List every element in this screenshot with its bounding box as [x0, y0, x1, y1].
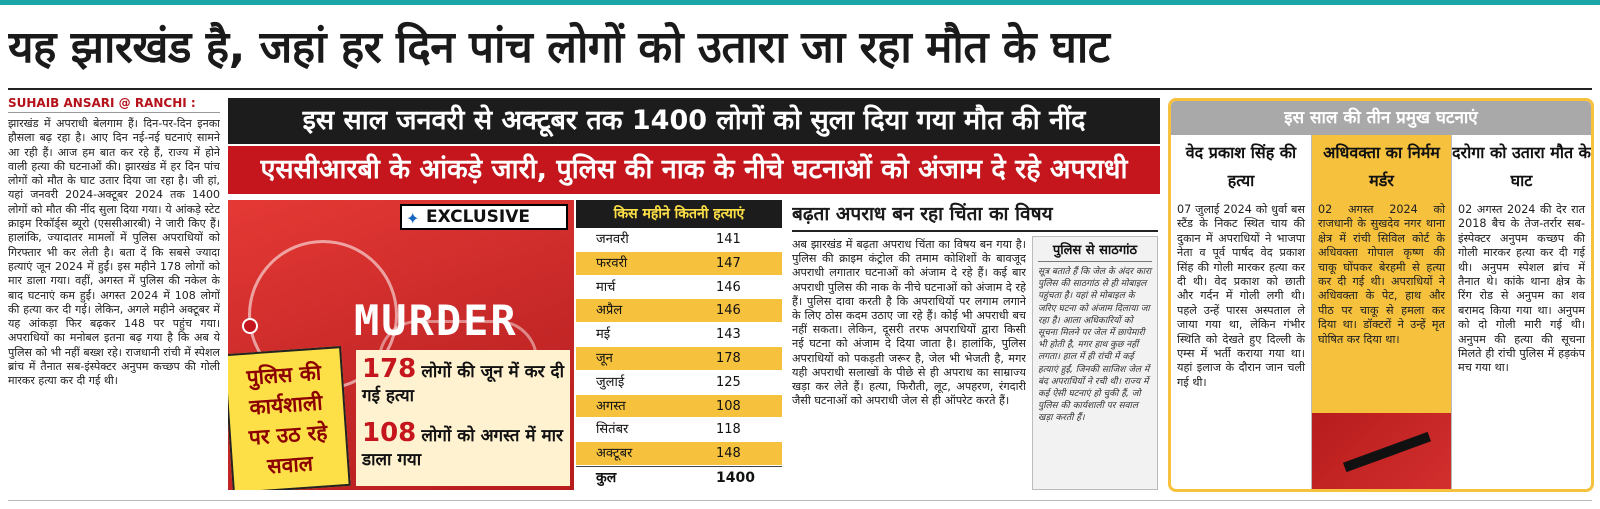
count-cell: 178	[716, 350, 741, 366]
table-row	[576, 299, 782, 323]
banner-top: इस साल जनवरी से अक्टूबर तक 1400 लोगों को सुला दिया गया मौत की नींद	[228, 98, 1160, 144]
count-cell: 108	[716, 398, 741, 414]
top-accent-bar	[0, 0, 1600, 5]
months-table-title: किस महीने कितनी हत्याएं	[576, 200, 782, 228]
mid-article-title: बढ़ता अपराध बन रहा चिंता का विषय	[792, 200, 1158, 232]
month-cell: मार्च	[596, 279, 616, 295]
murder-graphic	[228, 200, 574, 490]
sidebar-box	[1032, 236, 1158, 490]
byline: SUHAIB ANSARI @ RANCHI :	[8, 96, 220, 113]
banner-red: एससीआरबी के आंकड़े जारी, पुलिस की नाक के नीचे घटनाओं को अंजाम दे रहे अपराधी	[228, 146, 1160, 194]
months-table	[576, 200, 782, 490]
sticky-note-text: पुलिस की कार्यशाली पर उठ रहे सवाल	[245, 360, 329, 479]
total-value: 1400	[716, 469, 755, 486]
event-card-advocate	[1311, 135, 1451, 489]
event-card-ved-prakash	[1171, 135, 1311, 489]
stat-august-number: 108	[362, 418, 417, 448]
bottom-divider	[8, 500, 1592, 501]
mid-article	[792, 200, 1158, 492]
globe-icon: ✦	[406, 209, 420, 228]
stat-june-text: लोगों की जून में कर दी गई हत्या	[362, 362, 564, 406]
table-row	[576, 371, 782, 395]
stat-june	[362, 354, 564, 408]
count-cell: 118	[716, 422, 741, 438]
sidebar-box-title: पुलिस से साठगांठ	[1038, 240, 1152, 262]
event-title: अधिवक्ता का निर्मम मर्डर	[1312, 135, 1451, 199]
count-cell: 146	[716, 303, 741, 319]
event-text: 02 अगस्त 2024 को राजधानी के सुखदेव नगर थाना क्षेत्र में रांची सिविल कोर्ट के अधिवक्ता गोपाल कृष्ण की चाकू घोंपकर बेरहमी से हत्या कर दी गई थी। अपराधियों ने अधिवक्ता के पेट, हाथ और पीठ पर चाकू से हमला कर दिया था। डॉक्टरों ने उन्हें मृत घोषित कर दिया था।	[1312, 199, 1451, 413]
table-row	[576, 418, 782, 442]
table-row	[576, 347, 782, 371]
stat-box	[356, 350, 570, 486]
headline-divider	[8, 88, 1592, 90]
table-row	[576, 442, 782, 466]
stat-august	[362, 418, 564, 472]
sticky-note	[228, 346, 351, 490]
mid-article-body: अब झारखंड में बढ़ता अपराध चिंता का विषय बन गया है। पुलिस की क्राइम कंट्रोल की तमाम कोशिशों के बावजूद अपराधी लगातार घटनाओं को अंजाम दे रहे हैं। कई बार अपराधी पुलिस की नाक के नीचे घटनाओं को अंजाम दे रहे हैं। पुलिस दावा करती है कि अपराधियों पर लगाम लगाने के लिए ठोस कदम उठाए जा रहे हैं। कोई भी अपराधी बच नहीं सकता। लेकिन, दूसरी तरफ अपराधियों द्वारा किसी नई घटना को अंजाम दे दिया जाता है। हालांकि, पुलिस अपराधियों को पकड़ती जरूर है, जेल भी भेजती है, मगर यही अपराधी सलाखों के पीछे से ही अपराध का साम्राज्य खड़ा कर लेते हैं। हत्या, फिरौती, लूट, अपहरण, रंगदारी जैसी घटनाओं को अपराधी जेल से ही ऑपरेट करते हैं।	[792, 238, 1026, 408]
table-row	[576, 228, 782, 252]
event-title: वेद प्रकाश सिंह की हत्या	[1185, 143, 1297, 190]
left-article-text: झारखंड में अपराधी बेलगाम हैं। दिन-पर-दिन इनका हौसला बढ़ रहा है। आए दिन नई-नई घटनाएं सामने आ रही हैं। आज हम बात कर रहे हैं, राज्य में होने वाली हत्या की घटनाओं की। झारखंड में हर दिन पांच लोगों को मौत के घाट उतार दिया जा रहा है। जी हां, यहां जनवरी 2024-अक्टूबर 2024 तक 1400 लोगों को मौत की नींद सुला दिया गया। ये आंकड़े स्टेट क्राइम रिकॉर्ड्स ब्यूरो (एससीआरबी) ने जारी किए हैं। हालांकि, ज्यादातर मामलों में पुलिस अपराधियों को गिरफ्तार भी कर लेती है। बता दें कि सबसे ज्यादा हत्याएं जून 2024 में हुईं। इस महीने 178 लोगों को मार डाला गया। वहीं, अगस्त में पुलिस की नकेल के बाद घटनाएं कम हुईं। अगस्त 2024 में 108 लोगों की हत्या कर दी गई। लेकिन, अगले महीने अक्टूबर में यह आंकड़ा फिर बढ़कर 148 पर पहुंच गया। अपराधियों का मनोबल इतना बढ़ गया है कि अब ये पुलिस को भी नहीं बख्श रहे। राजधानी रांची में स्पेशल ब्रांच में तैनात सब-इंस्पेक्टर अनुपम कच्छप की गोली मारकर हत्या कर दी गई थी।	[8, 117, 220, 388]
table-total-row	[576, 466, 782, 490]
murder-word: MURDER	[354, 296, 518, 345]
month-cell: अगस्त	[596, 398, 626, 414]
events-panel	[1168, 98, 1594, 492]
count-cell: 147	[716, 255, 741, 271]
month-cell: फरवरी	[596, 255, 628, 271]
event-text: 02 अगस्त 2024 की देर रात 2018 बैच के तेज-तर्रार सब-इंस्पेक्टर अनुपम कच्छप की गोली मारकर हत्या कर दी गई थी। अनुपम स्पेशल ब्रांच में तैनात थे। कांके थाना क्षेत्र के रिंग रोड से अनुपम का शव बरामद किया गया था। अनुपम को दो गोली मारी गई थी। अनुपम की हत्या की सूचना मिलते ही रांची पुलिस में हड़कंप मच गया था।	[1458, 203, 1585, 375]
stat-june-number: 178	[362, 354, 417, 384]
table-row	[576, 395, 782, 419]
event-title: दरोगा को उतारा मौत के घाट	[1452, 143, 1591, 190]
knife-image	[1312, 413, 1451, 489]
exclusive-label: EXCLUSIVE	[426, 207, 530, 227]
events-panel-title: इस साल की तीन प्रमुख घटनाएं	[1171, 101, 1591, 135]
count-cell: 141	[716, 232, 741, 247]
count-cell: 146	[716, 279, 741, 295]
event-card-daroga	[1451, 135, 1591, 489]
exclusive-badge	[400, 204, 568, 230]
month-cell: जुलाई	[596, 374, 625, 390]
month-cell: अप्रैल	[596, 303, 623, 319]
left-column	[8, 96, 220, 496]
stat-august-text: लोगों को अगस्त में मार डाला गया	[362, 426, 563, 470]
month-cell: जून	[596, 350, 613, 366]
month-cell: सितंबर	[596, 422, 629, 438]
event-text: 07 जुलाई 2024 को धुर्वा बस स्टैंड के निकट स्थित चाय की दुकान में अपराधियों ने भाजपा नेता व पूर्व पार्षद वेद प्रकाश सिंह की गोली मारकर हत्या कर दी थी। वेद प्रकाश को छाती और गर्दन में गोली लगी थी। पहले उन्हें पारस अस्पताल ले जाया गया था, लेकिन गंभीर स्थिति को देखते हुए दिल्ली के एम्स में भर्ती कराया गया था। यहां इलाज के दौरान जान चली गई थी।	[1177, 203, 1305, 389]
month-cell: अक्टूबर	[596, 446, 633, 462]
page-headline: यह झारखंड है, जहां हर दिन पांच लोगों को उतारा जा रहा मौत के घाट	[8, 22, 1110, 73]
pin-icon	[242, 318, 258, 334]
count-cell: 143	[716, 327, 741, 343]
count-cell: 148	[716, 446, 741, 462]
month-cell: मई	[596, 327, 611, 343]
table-row	[576, 276, 782, 300]
sidebar-box-text: सूत्र बताते हैं कि जेल के अंदर कारा पुलिस की साठगांठ से ही मोबाइल पहुंचता है। यहां से मोबाइल के जरिए घटना को अंजाम दिलाया जा रहा है। आला अधिकारियों को सूचना मिलने पर जेल में छापेमारी भी होती है, मगर हाथ कुछ नहीं लगता। हाल में ही रांची में कई हत्याएं हुईं, जिनकी साजिश जेल में बंद अपराधियों ने रची थी। राज्य में कई ऐसी घटनाएं हो चुकी हैं, जो पुलिस की कार्यशाली पर सवाल खड़ा करती हैं।	[1038, 267, 1152, 424]
table-row	[576, 323, 782, 347]
month-cell: जनवरी	[596, 232, 629, 247]
table-row	[576, 252, 782, 276]
count-cell: 125	[716, 374, 741, 390]
total-label: कुल	[596, 469, 617, 486]
